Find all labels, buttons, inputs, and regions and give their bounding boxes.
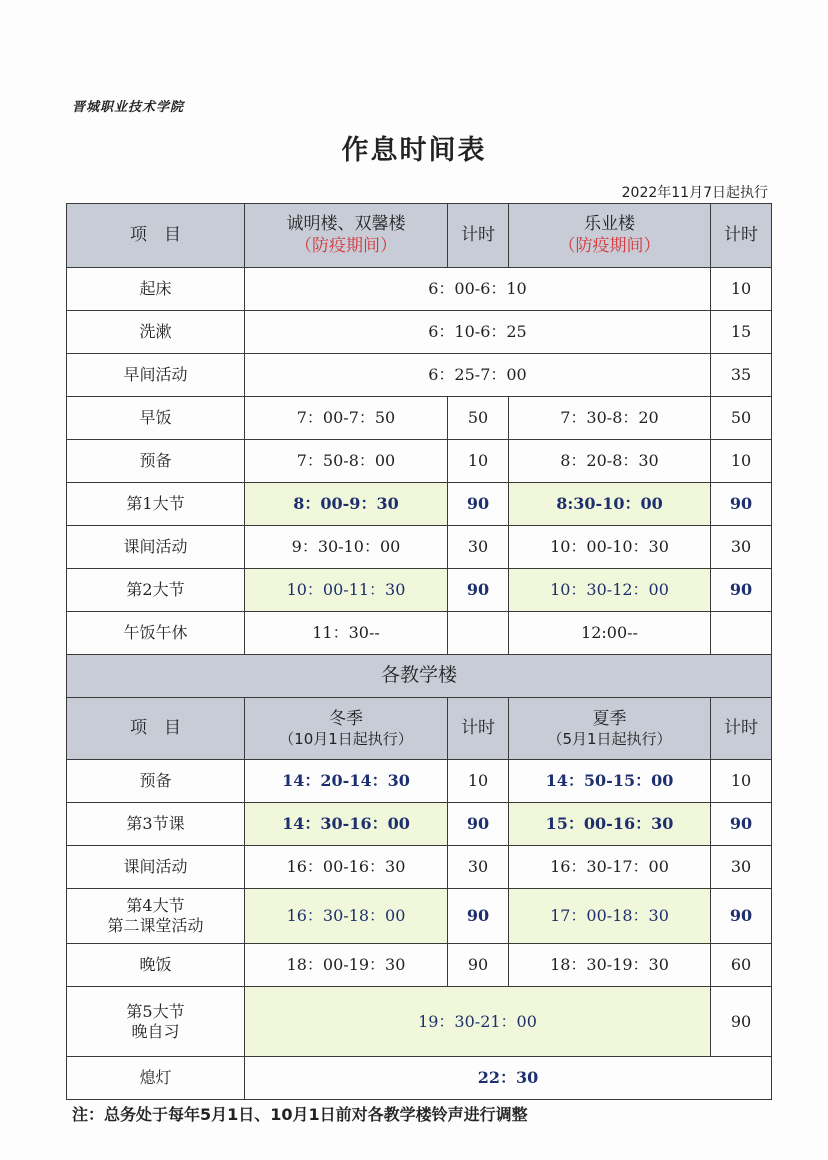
table-row bbox=[67, 354, 772, 397]
section-row bbox=[67, 655, 772, 698]
row-time-2: 10：30-12：00 bbox=[509, 569, 711, 612]
building-2-name: 乐业楼 bbox=[584, 214, 635, 235]
row-item: 预备 bbox=[67, 760, 245, 803]
header-duration-1: 计时 bbox=[448, 204, 509, 268]
row-item: 第1大节 bbox=[67, 483, 245, 526]
row-item: 晚饭 bbox=[67, 944, 245, 987]
page-title: 作息时间表 bbox=[341, 135, 487, 166]
row-duration-1: 90 bbox=[448, 889, 509, 944]
header-building-2 bbox=[509, 204, 711, 268]
header-duration-1: 计时 bbox=[448, 698, 509, 760]
row-duration-1 bbox=[448, 612, 509, 655]
table-row bbox=[67, 987, 772, 1057]
row-item: 预备 bbox=[67, 440, 245, 483]
footnote: 注：总务处于每年5月1日、10月1日前对各教学楼铃声进行调整 bbox=[72, 1105, 528, 1124]
row-item-line-1: 第4大节 bbox=[126, 896, 185, 915]
row-time: 6：10-6：25 bbox=[245, 311, 711, 354]
row-duration-2 bbox=[711, 612, 772, 655]
row-item bbox=[67, 889, 245, 944]
row-time-2: 14：50-15：00 bbox=[509, 760, 711, 803]
row-duration-1: 10 bbox=[448, 440, 509, 483]
row-time-1: 7：50-8：00 bbox=[245, 440, 448, 483]
row-time-2: 17：00-18：30 bbox=[509, 889, 711, 944]
row-item bbox=[67, 987, 245, 1057]
row-duration-2: 90 bbox=[711, 483, 772, 526]
row-duration: 15 bbox=[711, 311, 772, 354]
row-duration-1: 10 bbox=[448, 760, 509, 803]
row-duration: 10 bbox=[711, 268, 772, 311]
row-duration-1: 90 bbox=[448, 569, 509, 612]
row-duration-1: 50 bbox=[448, 397, 509, 440]
building-1-name: 诚明楼、双馨楼 bbox=[286, 214, 406, 235]
summer-label: 夏季 bbox=[592, 708, 627, 729]
schedule-table bbox=[66, 203, 772, 1100]
row-time-1: 14：20-14：30 bbox=[245, 760, 448, 803]
row-time-1: 10：00-11：30 bbox=[245, 569, 448, 612]
row-item: 第2大节 bbox=[67, 569, 245, 612]
school-name: 晋城职业技术学院 bbox=[72, 100, 185, 115]
row-item: 熄灯 bbox=[67, 1057, 245, 1100]
row-time-2: 12:00-- bbox=[509, 612, 711, 655]
header-item: 项 目 bbox=[67, 698, 245, 760]
row-duration-2: 10 bbox=[711, 440, 772, 483]
table-row bbox=[67, 268, 772, 311]
table-row bbox=[67, 569, 772, 612]
row-time-1: 7：00-7：50 bbox=[245, 397, 448, 440]
row-duration-1: 90 bbox=[448, 483, 509, 526]
table-row bbox=[67, 846, 772, 889]
table-row bbox=[67, 483, 772, 526]
row-duration-2: 90 bbox=[711, 889, 772, 944]
row-item: 洗漱 bbox=[67, 311, 245, 354]
building-1-note: （防疫期间） bbox=[295, 235, 397, 256]
row-time-1: 16：00-16：30 bbox=[245, 846, 448, 889]
row-item-line-2: 晚自习 bbox=[131, 1021, 180, 1041]
row-duration-2: 30 bbox=[711, 526, 772, 569]
header-item: 项 目 bbox=[67, 204, 245, 268]
table-row bbox=[67, 311, 772, 354]
header-summer bbox=[509, 698, 711, 760]
effective-date: 2022年11月7日起执行 bbox=[621, 185, 768, 201]
row-time-1: 9：30-10：00 bbox=[245, 526, 448, 569]
winter-label: 冬季 bbox=[329, 708, 363, 729]
row-item-line-2: 第二课堂活动 bbox=[107, 916, 204, 935]
row-duration-1: 90 bbox=[448, 803, 509, 846]
row-item: 午饭午休 bbox=[67, 612, 245, 655]
table-row bbox=[67, 760, 772, 803]
row-item: 第3节课 bbox=[67, 803, 245, 846]
row-item: 起床 bbox=[67, 268, 245, 311]
row-duration-2: 60 bbox=[711, 944, 772, 987]
row-time-2: 10：00-10：30 bbox=[509, 526, 711, 569]
row-item: 课间活动 bbox=[67, 526, 245, 569]
row-time-2: 18：30-19：30 bbox=[509, 944, 711, 987]
row-time: 22：30 bbox=[245, 1057, 772, 1100]
row-time-1: 18：00-19：30 bbox=[245, 944, 448, 987]
row-item: 早饭 bbox=[67, 397, 245, 440]
row-time-2: 7：30-8：20 bbox=[509, 397, 711, 440]
header-winter bbox=[245, 698, 448, 760]
row-time: 6：00-6：10 bbox=[245, 268, 711, 311]
row-duration-2: 30 bbox=[711, 846, 772, 889]
row-duration-2: 90 bbox=[711, 803, 772, 846]
row-duration-1: 30 bbox=[448, 846, 509, 889]
winter-note: （10月1日起执行） bbox=[279, 729, 413, 748]
table-header-row bbox=[67, 204, 772, 268]
header-building-1 bbox=[245, 204, 448, 268]
row-duration: 35 bbox=[711, 354, 772, 397]
header-duration-2: 计时 bbox=[711, 698, 772, 760]
table-row bbox=[67, 889, 772, 944]
table-row bbox=[67, 612, 772, 655]
row-item: 早间活动 bbox=[67, 354, 245, 397]
table-row bbox=[67, 944, 772, 987]
row-time-2: 16：30-17：00 bbox=[509, 846, 711, 889]
header-duration-2: 计时 bbox=[711, 204, 772, 268]
row-duration-2: 10 bbox=[711, 760, 772, 803]
row-time-1: 8：00-9：30 bbox=[245, 483, 448, 526]
building-2-note: （防疫期间） bbox=[558, 235, 661, 256]
row-time: 6：25-7：00 bbox=[245, 354, 711, 397]
row-time-1: 11：30-- bbox=[245, 612, 448, 655]
table-row bbox=[67, 397, 772, 440]
table-row bbox=[67, 803, 772, 846]
section-title: 各教学楼 bbox=[67, 655, 772, 698]
row-item: 课间活动 bbox=[67, 846, 245, 889]
row-item-line-1: 第5大节 bbox=[126, 1001, 185, 1021]
row-time-2: 15：00-16：30 bbox=[509, 803, 711, 846]
row-duration: 90 bbox=[711, 987, 772, 1057]
table-row bbox=[67, 440, 772, 483]
row-time-1: 16：30-18：00 bbox=[245, 889, 448, 944]
row-time: 19：30-21：00 bbox=[245, 987, 711, 1057]
row-duration-2: 50 bbox=[711, 397, 772, 440]
row-duration-1: 30 bbox=[448, 526, 509, 569]
table-row bbox=[67, 526, 772, 569]
season-header-row bbox=[67, 698, 772, 760]
summer-note: （5月1日起执行） bbox=[547, 729, 672, 748]
row-time-2: 8：20-8：30 bbox=[509, 440, 711, 483]
row-time-1: 14：30-16：00 bbox=[245, 803, 448, 846]
row-time-2: 8:30-10：00 bbox=[509, 483, 711, 526]
row-duration-2: 90 bbox=[711, 569, 772, 612]
table-row bbox=[67, 1057, 772, 1100]
row-duration-1: 90 bbox=[448, 944, 509, 987]
